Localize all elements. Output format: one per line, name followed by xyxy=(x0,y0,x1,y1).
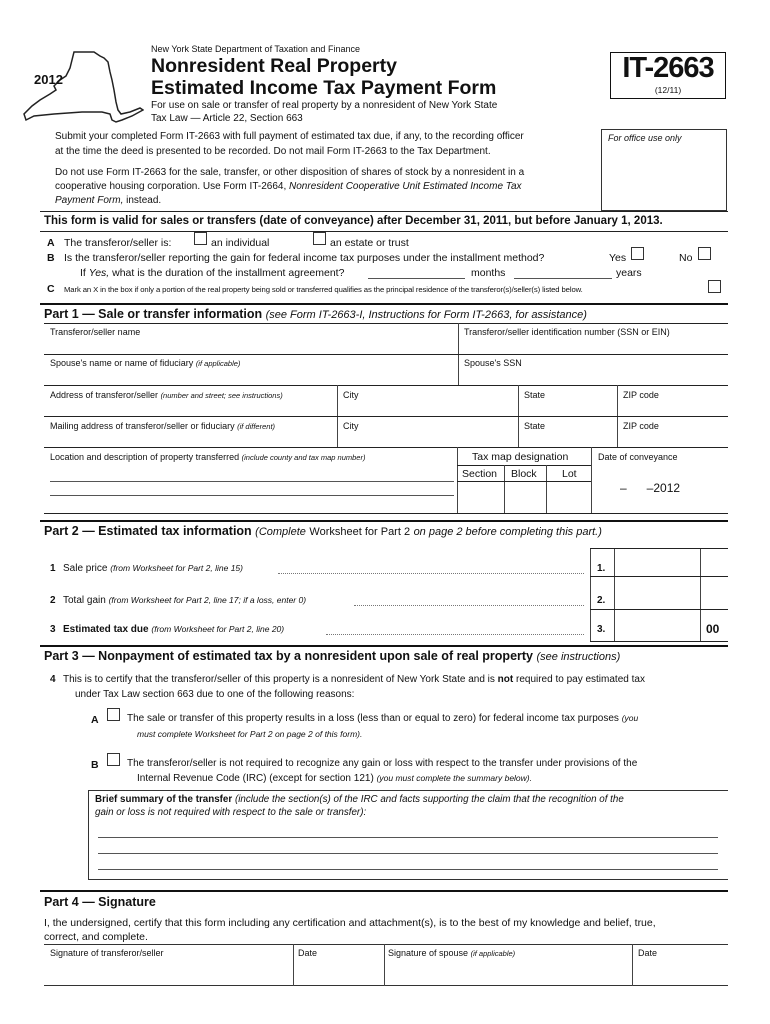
line3-box-label: 3. xyxy=(597,624,606,635)
date1-label: Date xyxy=(298,948,318,958)
months-label: months xyxy=(471,267,506,279)
q-b-yes-label: Yes xyxy=(609,252,627,264)
office-use-label: For office use only xyxy=(608,133,682,143)
reason-a-checkbox[interactable] xyxy=(107,708,120,721)
city-label: City xyxy=(343,390,359,400)
summary-field-1[interactable] xyxy=(98,837,718,838)
q-b-text: Is the transferor/seller reporting the gain for federal income tax purposes under the installment method? xyxy=(64,252,545,264)
installment-no-checkbox[interactable] xyxy=(698,247,711,260)
seller-signature-label: Signature of transferor/seller xyxy=(50,948,164,958)
q-b-sub: If Yes, what is the duration of the installment agreement? xyxy=(80,267,345,279)
mailing-city-label: City xyxy=(343,421,359,431)
q-a-letter: A xyxy=(47,237,55,249)
location-field-1[interactable] xyxy=(50,481,454,482)
intro-p1a: Submit your completed Form IT-2663 with full payment of estimated tax due, if any, to the recording officer xyxy=(55,131,524,142)
seller-signature-field[interactable] xyxy=(44,960,292,984)
section-label: Section xyxy=(462,468,498,480)
seller-name-label: Transferor/seller name xyxy=(50,327,141,337)
intro-p1b: at the time the deed is presented to be recorded. Do not mail Form IT-2663 to the Tax Department. xyxy=(55,146,491,157)
office-use-box xyxy=(601,129,727,211)
dept-name: New York State Department of Taxation and Finance xyxy=(151,44,360,54)
mailing-zip-label: ZIP code xyxy=(623,421,659,431)
line2-number: 2 xyxy=(50,595,56,606)
form-title-line2: Estimated Income Tax Payment Form xyxy=(151,77,497,99)
part1-heading: Part 1 — Sale or transfer information (see Form IT-2663-I, Instructions for Form IT-2663, for assistance) xyxy=(44,307,587,321)
line3-cents: 00 xyxy=(706,622,720,636)
date-conveyance-value[interactable]: – –2012 xyxy=(620,481,681,495)
certification-1: I, the undersigned, certify that this form including any certification and attachment(s), is to the best of my knowledge and belief, true, xyxy=(44,917,656,929)
installment-yes-checkbox[interactable] xyxy=(631,247,644,260)
spouse-name-label: Spouse's name or name of fiduciary (if applicable) xyxy=(50,358,241,368)
address-label: Address of transferor/seller (number and street; see instructions) xyxy=(50,390,283,400)
estimated-tax-field[interactable] xyxy=(590,641,728,642)
spouse-ssn-label: Spouse's SSN xyxy=(464,358,522,368)
reason-a-text: The sale or transfer of this property results in a loss (less than or equal to zero) for federal income tax purposes (you xyxy=(127,713,639,724)
sale-price-field[interactable] xyxy=(590,576,728,577)
lot-label: Lot xyxy=(562,468,577,480)
months-field[interactable] xyxy=(368,278,465,279)
subtitle-line1: For use on sale or transfer of real property by a nonresident of New York State xyxy=(151,100,498,111)
line2-label: Total gain (from Worksheet for Part 2, line 17; if a loss, enter 0) xyxy=(63,595,307,606)
q-c-text: Mark an X in the box if only a portion of the real property being sold or transferred qualifies as the principal residence of the transferor(s)/seller(s) listed below. xyxy=(64,285,583,294)
principal-residence-checkbox[interactable] xyxy=(708,280,721,293)
tax-year: 2012 xyxy=(34,72,63,87)
summary-label-2: gain or loss is not required with respect to the sale or transfer): xyxy=(95,807,367,818)
summary-box xyxy=(88,790,728,880)
form-number: IT-2663 xyxy=(622,52,714,84)
seller-id-label: Transferor/seller identification number (SSN or EIN) xyxy=(464,327,670,337)
form-revision: (12/11) xyxy=(654,85,682,95)
line3-number: 3 xyxy=(50,624,56,635)
line2-box-label: 2. xyxy=(597,595,606,606)
reason-b-checkbox[interactable] xyxy=(107,753,120,766)
certification-2: correct, and complete. xyxy=(44,931,148,943)
spouse-signature-label: Signature of spouse (if applicable) xyxy=(388,948,516,958)
location-label: Location and description of property transferred (include county and tax map number) xyxy=(50,452,366,462)
summary-field-3[interactable] xyxy=(98,869,718,870)
line4-number: 4 xyxy=(50,674,56,685)
reason-a-note: must complete Worksheet for Part 2 on page 2 of this form). xyxy=(137,729,363,739)
intro-p2a: Do not use Form IT-2663 for the sale, transfer, or other disposition of shares of stock by a nonresident in a xyxy=(55,167,525,178)
reason-a-letter: A xyxy=(91,714,99,726)
zip-label: ZIP code xyxy=(623,390,659,400)
intro-p2b: cooperative housing corporation. Use Form IT-2664, Nonresident Cooperative Unit Estimated Income Tax xyxy=(55,181,522,192)
spouse-signature-field[interactable] xyxy=(386,960,630,984)
mailing-field[interactable] xyxy=(44,447,728,448)
line4-text-2: under Tax Law section 663 due to one of the following reasons: xyxy=(75,689,355,700)
q-c-letter: C xyxy=(47,283,55,295)
address-field[interactable] xyxy=(44,416,728,417)
reason-b-text-1: The transferor/seller is not required to recognize any gain or loss with respect to the transfer under provisions of the xyxy=(127,758,638,769)
spouse-name-field[interactable] xyxy=(44,385,728,386)
mailing-state-label: State xyxy=(524,421,546,431)
reason-b-text-2: Internal Revenue Code (IRC) (except for section 121) (you must complete the summary below). xyxy=(137,773,532,784)
part2-heading: Part 2 — Estimated tax information (Complete Worksheet for Part 2 on page 2 before completing this part.) xyxy=(44,524,602,538)
individual-checkbox[interactable] xyxy=(194,232,207,245)
validity-statement: This form is valid for sales or transfers (date of conveyance) after December 31, 2011, but before January 1, 2013. xyxy=(44,215,663,227)
state-label: State xyxy=(524,390,546,400)
date2-label: Date xyxy=(638,948,658,958)
block-label: Block xyxy=(511,468,537,480)
part3-heading: Part 3 — Nonpayment of estimated tax by a nonresident upon sale of real property (see instructions) xyxy=(44,649,621,663)
individual-label: an individual xyxy=(211,237,270,249)
estate-trust-checkbox[interactable] xyxy=(313,232,326,245)
seller-name-field[interactable] xyxy=(44,354,728,355)
q-b-no-label: No xyxy=(679,252,693,264)
total-gain-field[interactable] xyxy=(590,609,728,610)
line3-label: Estimated tax due (from Worksheet for Part 2, line 20) xyxy=(63,624,285,635)
intro-p2c: Payment Form, instead. xyxy=(55,195,162,206)
years-label: years xyxy=(616,267,642,279)
mailing-label: Mailing address of transferor/seller or fiduciary (if different) xyxy=(50,421,276,431)
summary-label: Brief summary of the transfer (include the section(s) of the IRC and facts supporting the claim that the recognition of the xyxy=(95,794,624,805)
line1-box-label: 1. xyxy=(597,563,606,574)
line1-label: Sale price (from Worksheet for Part 2, line 15) xyxy=(63,563,243,574)
summary-field-2[interactable] xyxy=(98,853,718,854)
location-field-2[interactable] xyxy=(50,495,454,496)
form-title-line1: Nonresident Real Property xyxy=(151,55,397,77)
q-a-text: The transferor/seller is: xyxy=(64,237,172,249)
q-b-letter: B xyxy=(47,252,55,264)
subtitle-line2: Tax Law — Article 22, Section 663 xyxy=(151,113,303,124)
form-number-box xyxy=(610,52,726,99)
date-conveyance-label: Date of conveyance xyxy=(598,452,678,462)
years-field[interactable] xyxy=(514,278,612,279)
estate-trust-label: an estate or trust xyxy=(330,237,409,249)
new-york-state-map-icon xyxy=(22,50,144,130)
tax-map-label: Tax map designation xyxy=(472,451,569,463)
reason-b-letter: B xyxy=(91,759,99,771)
line4-text-1: This is to certify that the transferor/seller of this property is a nonresident of New York State and is not required to pay estimated tax xyxy=(63,674,645,685)
line1-number: 1 xyxy=(50,563,56,574)
part4-heading: Part 4 — Signature xyxy=(44,895,156,909)
